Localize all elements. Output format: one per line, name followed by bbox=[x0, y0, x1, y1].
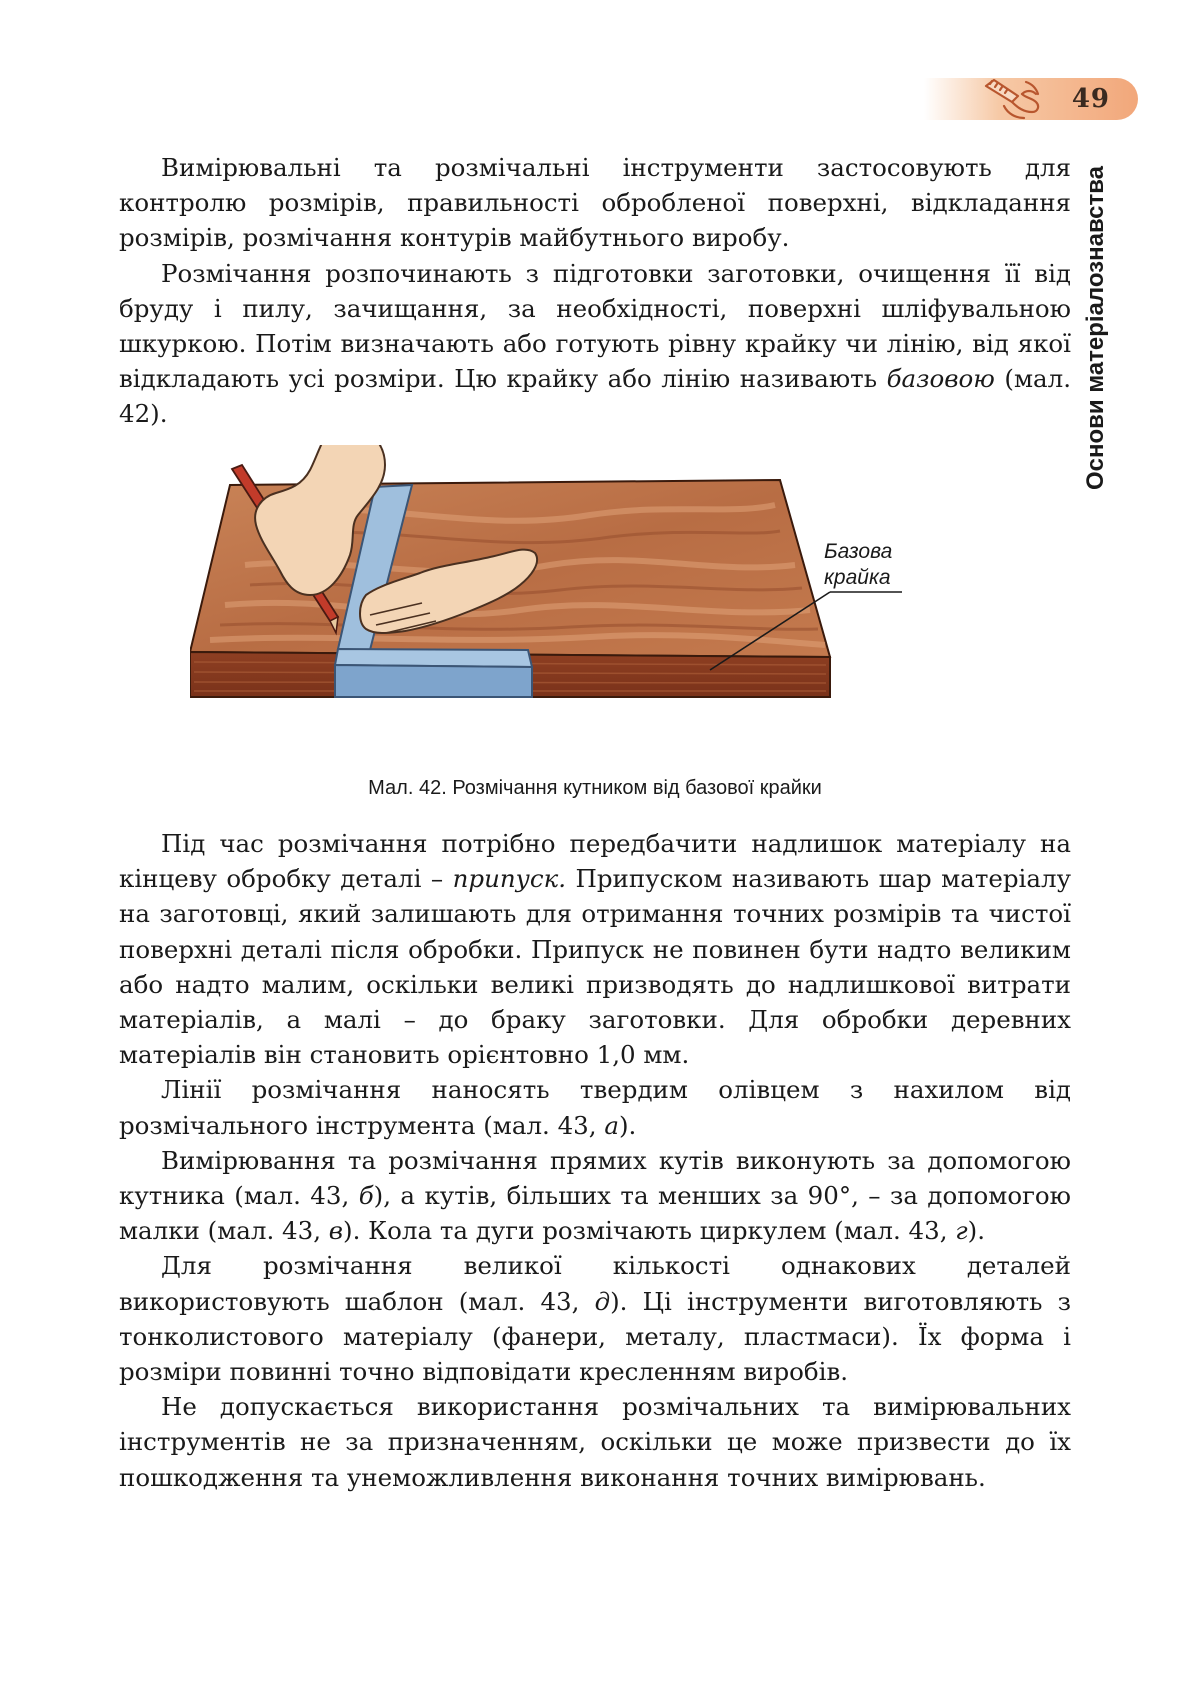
page-number: 49 bbox=[1071, 84, 1110, 114]
page-number-tab bbox=[924, 78, 1138, 120]
intro-text bbox=[119, 150, 1071, 432]
figure-42 bbox=[190, 445, 1000, 755]
saw-hands-icon bbox=[982, 72, 1044, 124]
paragraph: Не допускається використання розмічальних та вимірювальних інструментів не за призначенням, оскільки це може призвести до їх пошкодження та унеможливлення виконання точних вимірювань. bbox=[119, 1392, 1071, 1492]
paragraph: Розмічання розпочинають з підготовки заготовки, очищення її від бруду і пилу, зачищання, за необхідності, поверхні шліфувальною шкуркою. Потім визначають або готують рівну крайку чи лінію, від якої відкладають усі розміри. Цю крайку або лінію називають базовою (мал. 42). bbox=[119, 258, 1071, 429]
paragraph: Під час розмічання потрібно передбачити надлишок матеріалу на кінцеву обробку деталі – припуск. Припуском називають шар матеріалу на заготовці, який залишають для отримання точних розмірів та чистої поверхні деталі після обробки. Припуск не повинен бути надто великим або надто малим, оскільки великі призводять до надлишкової витрати матеріалів, а малі – до браку заготовки. Для обробки деревних матеріалів він становить орієнтовно 1,0 мм. bbox=[119, 829, 1071, 1070]
main-text bbox=[119, 826, 1071, 1495]
paragraph: Лінії розмічання наносять твердим олівцем з нахилом від розмічального інструмента (мал. 43, а). bbox=[119, 1075, 1071, 1140]
figure-caption: Мал. 42. Розмічання кутником від базової крайки bbox=[368, 777, 822, 799]
wood-board-illustration bbox=[190, 445, 1000, 755]
base-edge-label: Базова крайка bbox=[824, 540, 893, 589]
paragraph: Вимірювання та розмічання прямих кутів виконують за допомогою кутника (мал. 43, б), а кутів, більших та менших за 90°, – за допомогою малки (мал. 43, в). Кола та дуги розмічають циркулем (мал. 43, г). bbox=[119, 1145, 1072, 1246]
term-italic: базовою bbox=[886, 364, 995, 394]
term-italic: припуск. bbox=[452, 864, 566, 894]
paragraph: Вимірювальні та розмічальні інструменти застосовують для контролю розмірів, правильності обробленої поверхні, відкладання розмірів, розмічання контурів майбутнього виробу. bbox=[119, 153, 1071, 253]
section-side-label: Основи матеріалознавства bbox=[1082, 166, 1109, 490]
paragraph: Для розмічання великої кількості однакових деталей використовують шаблон (мал. 43, д). Ці інструменти виготовляють з тонколистового матеріалу (фанери, металу, пластмаси). Їх форма і розміри повинні точно відповідати кресленням виробів. bbox=[119, 1251, 1072, 1387]
